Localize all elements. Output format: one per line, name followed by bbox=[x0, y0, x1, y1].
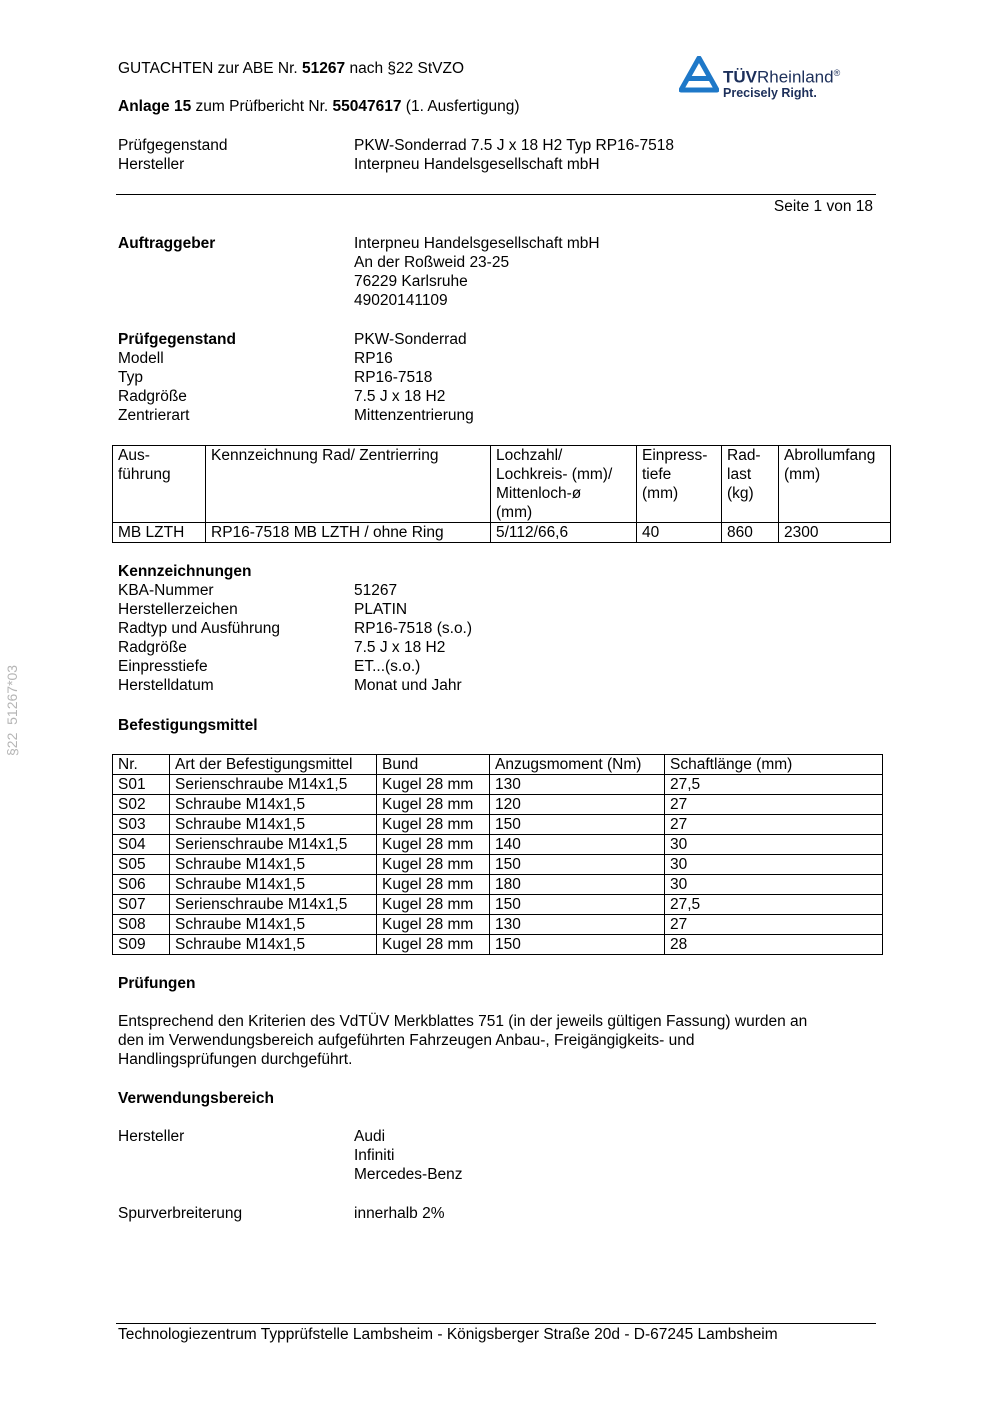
table-cell: S01 bbox=[113, 775, 170, 795]
table-cell: Schraube M14x1,5 bbox=[170, 795, 377, 815]
tests-paragraph bbox=[118, 1012, 873, 1069]
table-cell: Kugel 28 mm bbox=[377, 775, 490, 795]
test-object-val: RP16 bbox=[354, 350, 393, 367]
client-line: 49020141109 bbox=[354, 292, 448, 309]
marking-value: 51267 bbox=[354, 582, 398, 599]
table-cell: 150 bbox=[490, 815, 665, 835]
test-object-key: Typ bbox=[118, 369, 143, 386]
client-line: 76229 Karlsruhe bbox=[354, 273, 468, 290]
marking-key: Einpresstiefe bbox=[118, 658, 208, 675]
header-manufacturer-row bbox=[118, 155, 878, 174]
fasteners-heading: Befestigungsmittel bbox=[118, 717, 258, 734]
test-object-key: Modell bbox=[118, 350, 164, 367]
header-cell: Art der Befestigungsmittel bbox=[170, 755, 377, 775]
tests-heading: Prüfungen bbox=[118, 975, 196, 992]
manufacturer-value: Interpneu Handelsgesellschaft mbH bbox=[354, 156, 600, 173]
table-row bbox=[113, 895, 883, 915]
footer-text: Technologiezentrum Typprüfstelle Lambsheim - Königsberger Straße 20d - D-67245 Lambsheim bbox=[118, 1326, 778, 1343]
tuv-triangle-icon bbox=[679, 56, 719, 94]
footer-divider bbox=[116, 1323, 876, 1324]
marking-value: PLATIN bbox=[354, 601, 408, 618]
header-cell: Anzugsmoment (Nm) bbox=[490, 755, 665, 775]
client-line: Interpneu Handelsgesellschaft mbH bbox=[354, 235, 600, 252]
watermark: §22 51267*03 bbox=[4, 664, 20, 756]
marking-key: Herstellerzeichen bbox=[118, 601, 238, 618]
table-row bbox=[113, 835, 883, 855]
table-cell: S03 bbox=[113, 815, 170, 835]
table-cell: 27 bbox=[665, 815, 883, 835]
attachment-suffix: (1. Ausfertigung) bbox=[405, 98, 520, 115]
table-cell: 130 bbox=[490, 775, 665, 795]
header-info bbox=[118, 136, 878, 174]
table-cell: 150 bbox=[490, 935, 665, 955]
table-cell: 30 bbox=[665, 855, 883, 875]
abe-number: 51267 bbox=[302, 60, 346, 77]
table-cell: Schraube M14x1,5 bbox=[170, 915, 377, 935]
header-cell: Nr. bbox=[113, 755, 170, 775]
markings-heading: Kennzeichnungen bbox=[118, 563, 252, 580]
table-cell: 130 bbox=[490, 915, 665, 935]
test-object-val: RP16-7518 bbox=[354, 369, 433, 386]
table-row bbox=[113, 815, 883, 835]
client-line: An der Roßweid 23-25 bbox=[354, 254, 510, 271]
table-cell: S05 bbox=[113, 855, 170, 875]
track-label: Spurverbreiterung bbox=[118, 1205, 243, 1222]
table-cell: S07 bbox=[113, 895, 170, 915]
track-value: innerhalb 2% bbox=[354, 1205, 445, 1222]
table-row bbox=[113, 855, 883, 875]
test-object-section bbox=[118, 330, 878, 425]
table-cell: 30 bbox=[665, 875, 883, 895]
test-object-heading: Prüfgegenstand bbox=[118, 331, 236, 348]
header-cell: Lochzahl/ Lochkreis- (mm)/ Mittenloch-ø (mm) bbox=[491, 446, 637, 523]
tests-line: Handlingsprüfungen durchgeführt. bbox=[118, 1051, 353, 1068]
table-cell: Kugel 28 mm bbox=[377, 795, 490, 815]
marking-key: Radtyp und Ausführung bbox=[118, 620, 281, 637]
table-cell: 860 bbox=[722, 523, 779, 543]
table-cell: Kugel 28 mm bbox=[377, 915, 490, 935]
test-object-key: Zentrierart bbox=[118, 407, 190, 424]
header-subject-row bbox=[118, 136, 878, 155]
header-cell: Kennzeichnung Rad/ Zentrierring bbox=[206, 446, 491, 523]
title-prefix: GUTACHTEN zur ABE Nr. bbox=[118, 60, 298, 77]
usage-manufacturer: Mercedes-Benz bbox=[354, 1166, 463, 1183]
table-cell: 28 bbox=[665, 935, 883, 955]
table-cell: S09 bbox=[113, 935, 170, 955]
header-cell: Rad- last (kg) bbox=[722, 446, 779, 523]
table-cell: 40 bbox=[637, 523, 722, 543]
usage-manufacturer: Audi bbox=[354, 1128, 386, 1145]
table-cell: S08 bbox=[113, 915, 170, 935]
tests-line: den im Verwendungsbereich aufgeführten Fahrzeugen Anbau-, Freigängigkeits- und bbox=[118, 1032, 695, 1049]
variant-table bbox=[112, 445, 891, 543]
table-cell: Schraube M14x1,5 bbox=[170, 855, 377, 875]
fasteners-table bbox=[112, 754, 883, 955]
table-cell: 27,5 bbox=[665, 775, 883, 795]
attachment-line bbox=[118, 97, 520, 116]
attachment-mid: zum Prüfbericht Nr. bbox=[195, 98, 329, 115]
header-cell: Schaftlänge (mm) bbox=[665, 755, 883, 775]
manufacturer-label: Hersteller bbox=[118, 156, 185, 173]
marking-value: Monat und Jahr bbox=[354, 677, 462, 694]
table-cell: MB LZTH bbox=[113, 523, 206, 543]
document-title bbox=[118, 59, 464, 78]
subject-label: Prüfgegenstand bbox=[118, 137, 228, 154]
table-row bbox=[113, 523, 891, 543]
table-cell: Schraube M14x1,5 bbox=[170, 935, 377, 955]
test-object-val: Mittenzentrierung bbox=[354, 407, 474, 424]
table-cell: Kugel 28 mm bbox=[377, 935, 490, 955]
table-cell: Serienschraube M14x1,5 bbox=[170, 775, 377, 795]
marking-value: ET...(s.o.) bbox=[354, 658, 421, 675]
table-cell: S02 bbox=[113, 795, 170, 815]
table-cell: RP16-7518 MB LZTH / ohne Ring bbox=[206, 523, 491, 543]
page-number: Seite 1 von 18 bbox=[773, 198, 873, 215]
table-cell: S04 bbox=[113, 835, 170, 855]
table-cell: 27 bbox=[665, 795, 883, 815]
table-cell: 140 bbox=[490, 835, 665, 855]
table-row bbox=[113, 775, 883, 795]
header-cell: Abrollumfang (mm) bbox=[779, 446, 891, 523]
header-divider bbox=[116, 194, 876, 195]
table-cell: 27 bbox=[665, 915, 883, 935]
table-cell: 30 bbox=[665, 835, 883, 855]
report-number: 55047617 bbox=[332, 98, 402, 115]
title-suffix: nach §22 StVZO bbox=[349, 60, 465, 77]
marking-value: 7.5 J x 18 H2 bbox=[354, 639, 446, 656]
header-cell: Einpress- tiefe (mm) bbox=[637, 446, 722, 523]
table-row bbox=[113, 935, 883, 955]
fasteners-table-header bbox=[113, 755, 883, 775]
marking-key: Radgröße bbox=[118, 639, 187, 656]
tests-line: Entsprechend den Kriterien des VdTÜV Merkblattes 751 (in der jeweils gültigen Fassung) wurden an bbox=[118, 1013, 808, 1030]
table-cell: Schraube M14x1,5 bbox=[170, 815, 377, 835]
logo-tagline: Precisely Right. bbox=[723, 86, 817, 100]
marking-key: Herstelldatum bbox=[118, 677, 214, 694]
table-row bbox=[113, 875, 883, 895]
table-cell: 180 bbox=[490, 875, 665, 895]
table-cell: 27,5 bbox=[665, 895, 883, 915]
table-cell: 5/112/66,6 bbox=[491, 523, 637, 543]
test-object-val: 7.5 J x 18 H2 bbox=[354, 388, 446, 405]
usage-manufacturer: Infiniti bbox=[354, 1147, 395, 1164]
table-cell: Kugel 28 mm bbox=[377, 875, 490, 895]
logo-brand: TÜVRheinland® bbox=[723, 67, 841, 87]
variant-table-header bbox=[113, 446, 891, 523]
markings-section bbox=[118, 562, 878, 695]
table-cell: Serienschraube M14x1,5 bbox=[170, 895, 377, 915]
table-cell: 150 bbox=[490, 855, 665, 875]
table-cell: 120 bbox=[490, 795, 665, 815]
table-cell: 2300 bbox=[779, 523, 891, 543]
table-cell: Kugel 28 mm bbox=[377, 835, 490, 855]
usage-manufacturers bbox=[118, 1127, 878, 1184]
test-object-key: Radgröße bbox=[118, 388, 187, 405]
header-cell: Aus- führung bbox=[113, 446, 206, 523]
usage-track bbox=[118, 1204, 878, 1223]
usage-manufacturer-label: Hersteller bbox=[118, 1128, 185, 1145]
marking-value: RP16-7518 (s.o.) bbox=[354, 620, 473, 637]
marking-key: KBA-Nummer bbox=[118, 582, 214, 599]
table-cell: 150 bbox=[490, 895, 665, 915]
usage-heading: Verwendungsbereich bbox=[118, 1090, 274, 1107]
table-cell: Serienschraube M14x1,5 bbox=[170, 835, 377, 855]
tuv-rheinland-logo bbox=[679, 54, 869, 104]
test-object-value: PKW-Sonderrad bbox=[354, 331, 467, 348]
header-cell: Bund bbox=[377, 755, 490, 775]
subject-value: PKW-Sonderrad 7.5 J x 18 H2 Typ RP16-7518 bbox=[354, 137, 674, 154]
table-row bbox=[113, 915, 883, 935]
table-cell: Kugel 28 mm bbox=[377, 815, 490, 835]
table-cell: Schraube M14x1,5 bbox=[170, 875, 377, 895]
table-cell: Kugel 28 mm bbox=[377, 895, 490, 915]
table-row bbox=[113, 795, 883, 815]
client-section bbox=[118, 234, 878, 310]
table-cell: S06 bbox=[113, 875, 170, 895]
client-heading: Auftraggeber bbox=[118, 235, 216, 252]
attachment-label: Anlage 15 bbox=[118, 98, 192, 115]
table-cell: Kugel 28 mm bbox=[377, 855, 490, 875]
